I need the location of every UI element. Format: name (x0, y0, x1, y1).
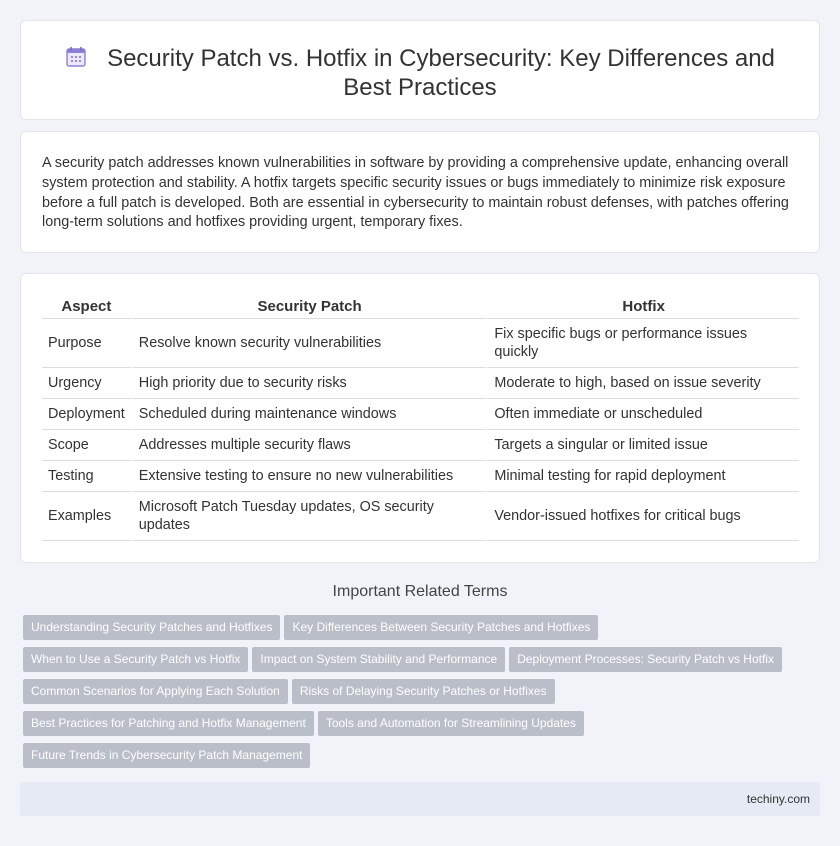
page-title-container (21, 44, 819, 102)
table-row (42, 399, 799, 430)
related-term-tag[interactable]: When to Use a Security Patch vs Hotfix (23, 647, 248, 672)
table-cell: Testing (42, 461, 131, 492)
table-cell: Microsoft Patch Tuesday updates, OS security updates (131, 492, 487, 541)
tag-row (23, 647, 823, 679)
table-cell: Scheduled during maintenance windows (131, 399, 487, 430)
tag-row (23, 743, 823, 775)
related-term-tag[interactable]: Risks of Delaying Security Patches or Hotfixes (292, 679, 555, 704)
table-cell: Fix specific bugs or performance issues quickly (486, 319, 799, 368)
footer (20, 782, 820, 816)
table-row (42, 461, 799, 492)
table-row (42, 368, 799, 399)
tag-row (23, 711, 823, 743)
table-row (42, 319, 799, 368)
table-cell: Resolve known security vulnerabilities (131, 319, 487, 368)
related-term-tag[interactable]: Impact on System Stability and Performance (252, 647, 505, 672)
table-cell: High priority due to security risks (131, 368, 487, 399)
comparison-table (42, 292, 799, 541)
summary-text: A security patch addresses known vulnerabilities in software by providing a comprehensive update, enhancing overall system protection and stability. A hotfix targets specific security issues or bugs immediately to minimize risk exposure before a full patch is developed. Both are essential in cybersecurity to maintain robust defenses, with patches offering long-term solutions and hotfixes providing urgent, temporary fixes. (42, 155, 789, 231)
related-term-tag[interactable]: Deployment Processes: Security Patch vs Hotfix (509, 647, 782, 672)
table-cell: Deployment (42, 399, 131, 430)
related-term-tag[interactable]: Key Differences Between Security Patches and Hotfixes (284, 615, 598, 640)
related-terms-title: Important Related Terms (332, 583, 508, 600)
related-term-tag[interactable]: Tools and Automation for Streamlining Updates (318, 711, 584, 736)
table-cell: Often immediate or unscheduled (486, 399, 799, 430)
tag-row (23, 615, 823, 647)
related-term-tag[interactable]: Common Scenarios for Applying Each Solution (23, 679, 288, 704)
table-cell: Purpose (42, 319, 131, 368)
table-row (42, 430, 799, 461)
footer-site-link[interactable]: techiny.com (746, 792, 810, 806)
summary-card (20, 131, 820, 253)
table-cell: Urgency (42, 368, 131, 399)
header-hotfix: Hotfix (486, 292, 799, 319)
calendar-icon (65, 46, 87, 68)
table-cell: Moderate to high, based on issue severity (486, 368, 799, 399)
tag-row (23, 679, 823, 711)
comparison-card (20, 273, 820, 563)
table-row (42, 492, 799, 541)
table-cell: Extensive testing to ensure no new vulnerabilities (131, 461, 487, 492)
title-card (20, 20, 820, 120)
table-cell: Minimal testing for rapid deployment (486, 461, 799, 492)
header-aspect: Aspect (42, 292, 131, 319)
related-terms-list (23, 615, 823, 775)
related-term-tag[interactable]: Future Trends in Cybersecurity Patch Management (23, 743, 310, 768)
table-cell: Scope (42, 430, 131, 461)
page-title: Security Patch vs. Hotfix in Cybersecurity: Key Differences and Best Practices (107, 45, 775, 101)
table-cell: Vendor-issued hotfixes for critical bugs (486, 492, 799, 541)
table-header-row (42, 292, 799, 319)
header-security-patch: Security Patch (131, 292, 487, 319)
table-cell: Targets a singular or limited issue (486, 430, 799, 461)
related-term-tag[interactable]: Understanding Security Patches and Hotfixes (23, 615, 280, 640)
related-term-tag[interactable]: Best Practices for Patching and Hotfix Management (23, 711, 314, 736)
table-cell: Addresses multiple security flaws (131, 430, 487, 461)
table-cell: Examples (42, 492, 131, 541)
